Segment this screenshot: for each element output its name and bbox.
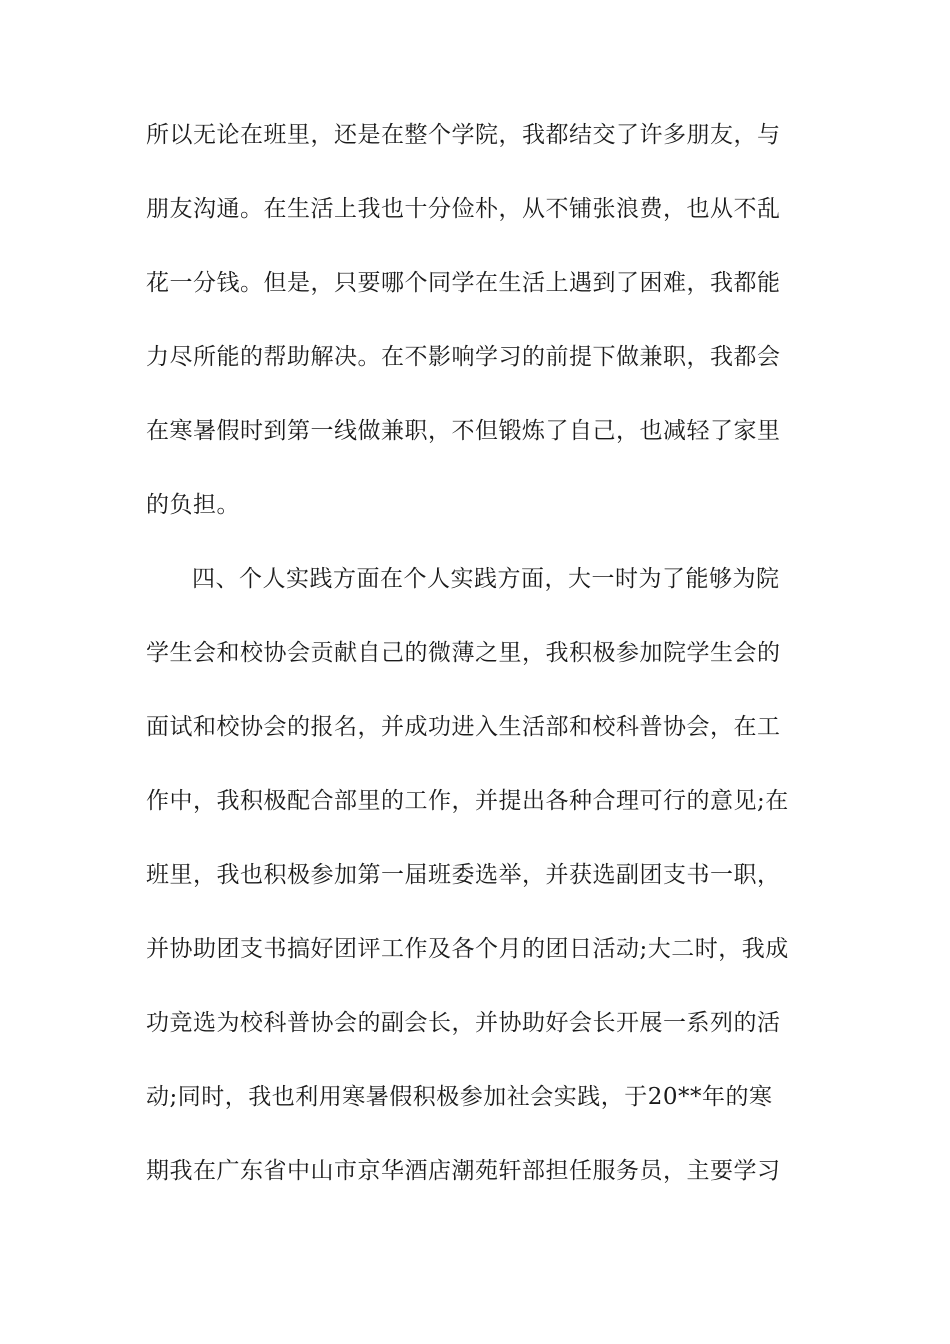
- text-line: 班里，我也积极参加第一届班委选举，并获选副团支书一职，: [146, 862, 781, 888]
- text-line: 所以无论在班里，还是在整个学院，我都结交了许多朋友，与: [146, 122, 781, 148]
- text-line: 面试和校协会的报名，并成功进入生活部和校科普协会，在工: [146, 714, 781, 740]
- text-line: 动;同时，我也利用寒暑假积极参加社会实践，于20**年的寒: [146, 1084, 773, 1110]
- text-line: 学生会和校协会贡献自己的微薄之里，我积极参加院学生会的: [146, 640, 781, 666]
- text-line: 并协助团支书搞好团评工作及各个月的团日活动;大二时，我成: [146, 936, 789, 962]
- text-line: 作中，我积极配合部里的工作，并提出各种合理可行的意见;在: [146, 788, 789, 814]
- text-line: 花一分钱。但是，只要哪个同学在生活上遇到了困难，我都能: [146, 270, 781, 296]
- document-body: [146, 123, 806, 1233]
- section-heading-line: 四、个人实践方面在个人实践方面，大一时为了能够为院: [192, 566, 780, 592]
- text-line: 的负担。: [146, 492, 240, 518]
- text-line: 期我在广东省中山市京华酒店潮苑轩部担任服务员，主要学习: [146, 1158, 781, 1184]
- text-line: 在寒暑假时到第一线做兼职，不但锻炼了自己，也减轻了家里: [146, 418, 781, 444]
- text-line: 功竞选为校科普协会的副会长，并协助好会长开展一系列的活: [146, 1010, 781, 1036]
- text-line: 力尽所能的帮助解决。在不影响学习的前提下做兼职，我都会: [146, 344, 781, 370]
- text-line: 朋友沟通。在生活上我也十分俭朴，从不铺张浪费，也从不乱: [146, 196, 781, 222]
